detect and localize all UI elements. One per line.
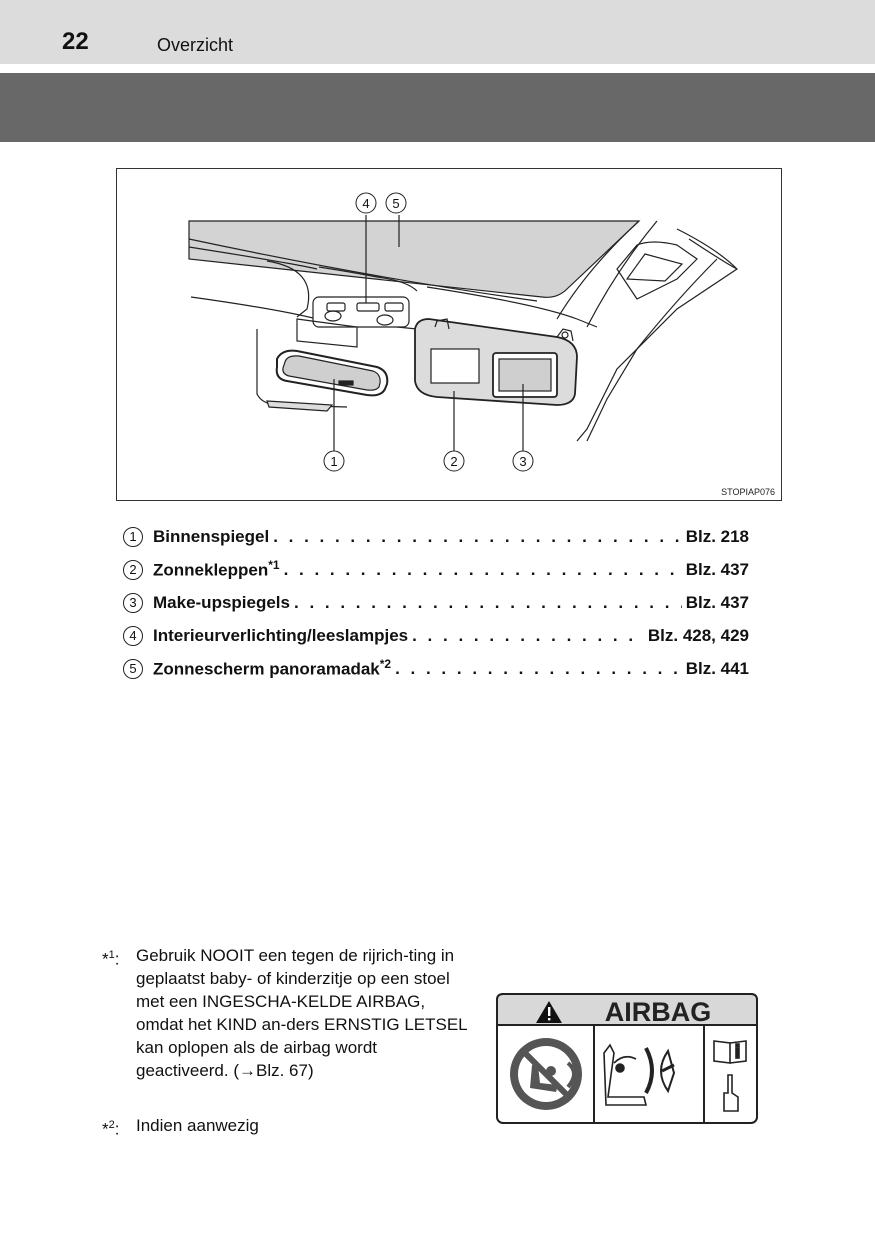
reference-number: 1 (123, 527, 143, 547)
reference-page[interactable]: Blz. 437 (685, 592, 749, 612)
no-rear-facing-seat-icon (510, 1038, 582, 1110)
reference-label: Binnenspiegel (153, 526, 270, 546)
reference-number: 5 (123, 659, 143, 679)
reference-page[interactable]: Blz. 218 (685, 526, 749, 546)
header-band (0, 73, 875, 142)
reference-label: Zonnescherm panoramadak$^{*2}$ (153, 657, 392, 679)
footnote-text: Indien aanwezig (136, 1116, 259, 1135)
footnote-2 (102, 1114, 259, 1137)
footnote-1 (102, 944, 472, 1082)
callout-3: 3 (519, 454, 527, 469)
overhead-console-drawing (117, 169, 783, 502)
footnote-ref: *1 (268, 558, 280, 573)
airbag-title: AIRBAG (604, 997, 712, 1027)
leader-dots (284, 560, 682, 580)
reference-label: Interieurverlichting/leeslampjes (153, 625, 409, 645)
reference-item (123, 520, 749, 553)
page-number: 22 (62, 28, 89, 55)
reference-item (123, 586, 749, 619)
reference-item (123, 619, 749, 652)
footnote-ref: *2 (379, 657, 392, 672)
section-title: Overzicht (157, 35, 234, 55)
figure-code: STOPIAP076 (721, 487, 775, 497)
reference-list (123, 520, 749, 685)
callout-2: 2 (450, 454, 458, 469)
leader-dots (273, 527, 682, 547)
page-header (0, 0, 875, 64)
callout-4: 4 (362, 196, 370, 211)
reference-page[interactable]: Blz. 441 (685, 658, 749, 678)
callout-1: 1 (330, 454, 338, 469)
reference-number: 3 (123, 593, 143, 613)
leader-dots (294, 593, 682, 613)
reference-number: 2 (123, 560, 143, 580)
callout-5: 5 (392, 196, 400, 211)
reference-page[interactable]: Blz. 428, 429 (647, 625, 749, 645)
reference-label: Make-upspiegels (153, 592, 290, 612)
airbag-warning-label (496, 993, 758, 1124)
reference-number: 4 (123, 626, 143, 646)
interior-illustration (116, 168, 782, 501)
footnote-mark: *$^2$: (102, 1119, 120, 1139)
panorama-sunshade (189, 221, 639, 297)
reference-item (123, 553, 749, 586)
reference-item (123, 652, 749, 685)
footnote-mark: *$^1$: (102, 949, 120, 969)
footnote-text: Gebruik NOOIT een tegen de rijrich-ting in geplaatst baby- of kinderzitje op een stoel met een INGESCHA-KELDE AIRBAG, omdat het KIND an-ders ERNSTIG LETSEL kan oplopen als de airbag wordt geactiveerd. (→Blz. 67) (136, 946, 467, 1080)
leader-dots (412, 626, 644, 646)
leader-dots (395, 659, 682, 679)
reference-label: Zonnekleppen$^{*1}$ (153, 558, 280, 580)
reference-page[interactable]: Blz. 437 (685, 559, 749, 579)
